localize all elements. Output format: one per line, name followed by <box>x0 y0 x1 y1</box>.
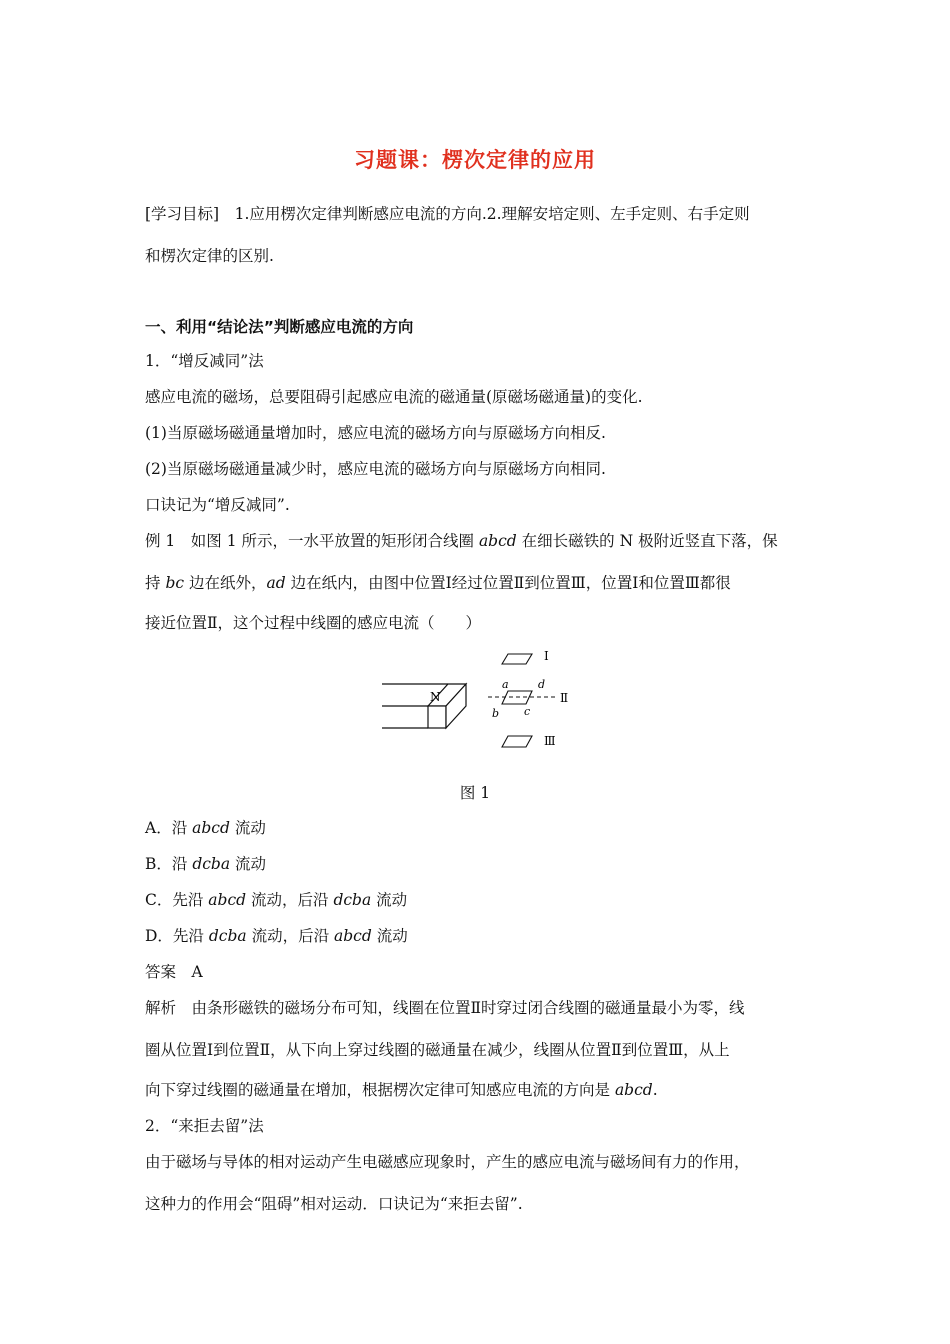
corner-c-label: c <box>524 705 531 718</box>
option-a: A．沿 abcd 流动 <box>145 819 266 837</box>
paragraph: 由于磁场与导体的相对运动产生电磁感应现象时，产生的感应电流与磁场间有力的作用， <box>145 1153 750 1171</box>
coil-position-3 <box>502 736 532 747</box>
corner-a-label: a <box>502 678 509 691</box>
example-line-2: 持 bc 边在纸外，ad 边在纸内，由图中位置Ⅰ经过位置Ⅱ到位置Ⅲ，位置Ⅰ和位置Ⅲ都很 <box>145 574 731 592</box>
paragraph: (1)当原磁场磁通量增加时，感应电流的磁场方向与原磁场方向相反. <box>145 424 606 442</box>
magnet-coil-figure <box>370 640 590 760</box>
analysis-line-2: 圈从位置Ⅰ到位置Ⅱ，从下向上穿过线圈的磁通量在减少，线圈从位置Ⅱ到位置Ⅲ，从上 <box>145 1041 730 1059</box>
example-line-3: 接近位置Ⅱ，这个过程中线圈的感应电流（ ） <box>145 614 482 632</box>
option-d: D．先沿 dcba 流动，后沿 abcd 流动 <box>145 927 408 945</box>
magnet-n-label: N <box>430 690 441 704</box>
position-3-label: Ⅲ <box>544 734 556 748</box>
page-title: 习题课：楞次定律的应用 <box>354 148 596 172</box>
paragraph: (2)当原磁场磁通量减少时，感应电流的磁场方向与原磁场方向相同. <box>145 460 606 478</box>
paragraph: 这种力的作用会“阻碍”相对运动．口诀记为“来拒去留”. <box>145 1195 523 1213</box>
option-c: C．先沿 abcd 流动，后沿 dcba 流动 <box>145 891 408 909</box>
figure-caption: 图 1 <box>459 784 491 802</box>
corner-b-label: b <box>492 707 500 720</box>
bar-magnet <box>382 684 466 728</box>
position-2-label: Ⅱ <box>560 691 569 705</box>
subheading-1: 1．“增反减同”法 <box>145 352 264 370</box>
section-heading-1: 一、利用“结论法”判断感应电流的方向 <box>145 318 414 336</box>
option-b: B．沿 dcba 流动 <box>145 855 267 873</box>
position-1-label: Ⅰ <box>544 649 549 663</box>
corner-d-label: d <box>538 678 546 691</box>
analysis-line-1: 解析 由条形磁铁的磁场分布可知，线圈在位置Ⅱ时穿过闭合线圈的磁通量最小为零，线 <box>145 999 745 1017</box>
answer: 答案 A <box>145 963 203 981</box>
paragraph: 感应电流的磁场，总要阻碍引起感应电流的磁通量(原磁场磁通量)的变化. <box>145 388 643 406</box>
example-line-1: 例 1 如图 1 所示，一水平放置的矩形闭合线圈 abcd 在细长磁铁的 N 极附近竖直下落，保 <box>145 532 778 550</box>
paragraph: 口诀记为“增反减同”. <box>145 496 290 514</box>
objectives-line-2: 和楞次定律的区别. <box>145 247 274 265</box>
analysis-line-3: 向下穿过线圈的磁通量在增加，根据楞次定律可知感应电流的方向是 abcd. <box>145 1081 658 1099</box>
coil-position-1 <box>502 654 532 664</box>
subheading-2: 2．“来拒去留”法 <box>145 1117 264 1135</box>
objectives-line-1: [学习目标] 1.应用楞次定律判断感应电流的方向.2.理解安培定则、左手定则、右手定则 <box>145 205 750 223</box>
